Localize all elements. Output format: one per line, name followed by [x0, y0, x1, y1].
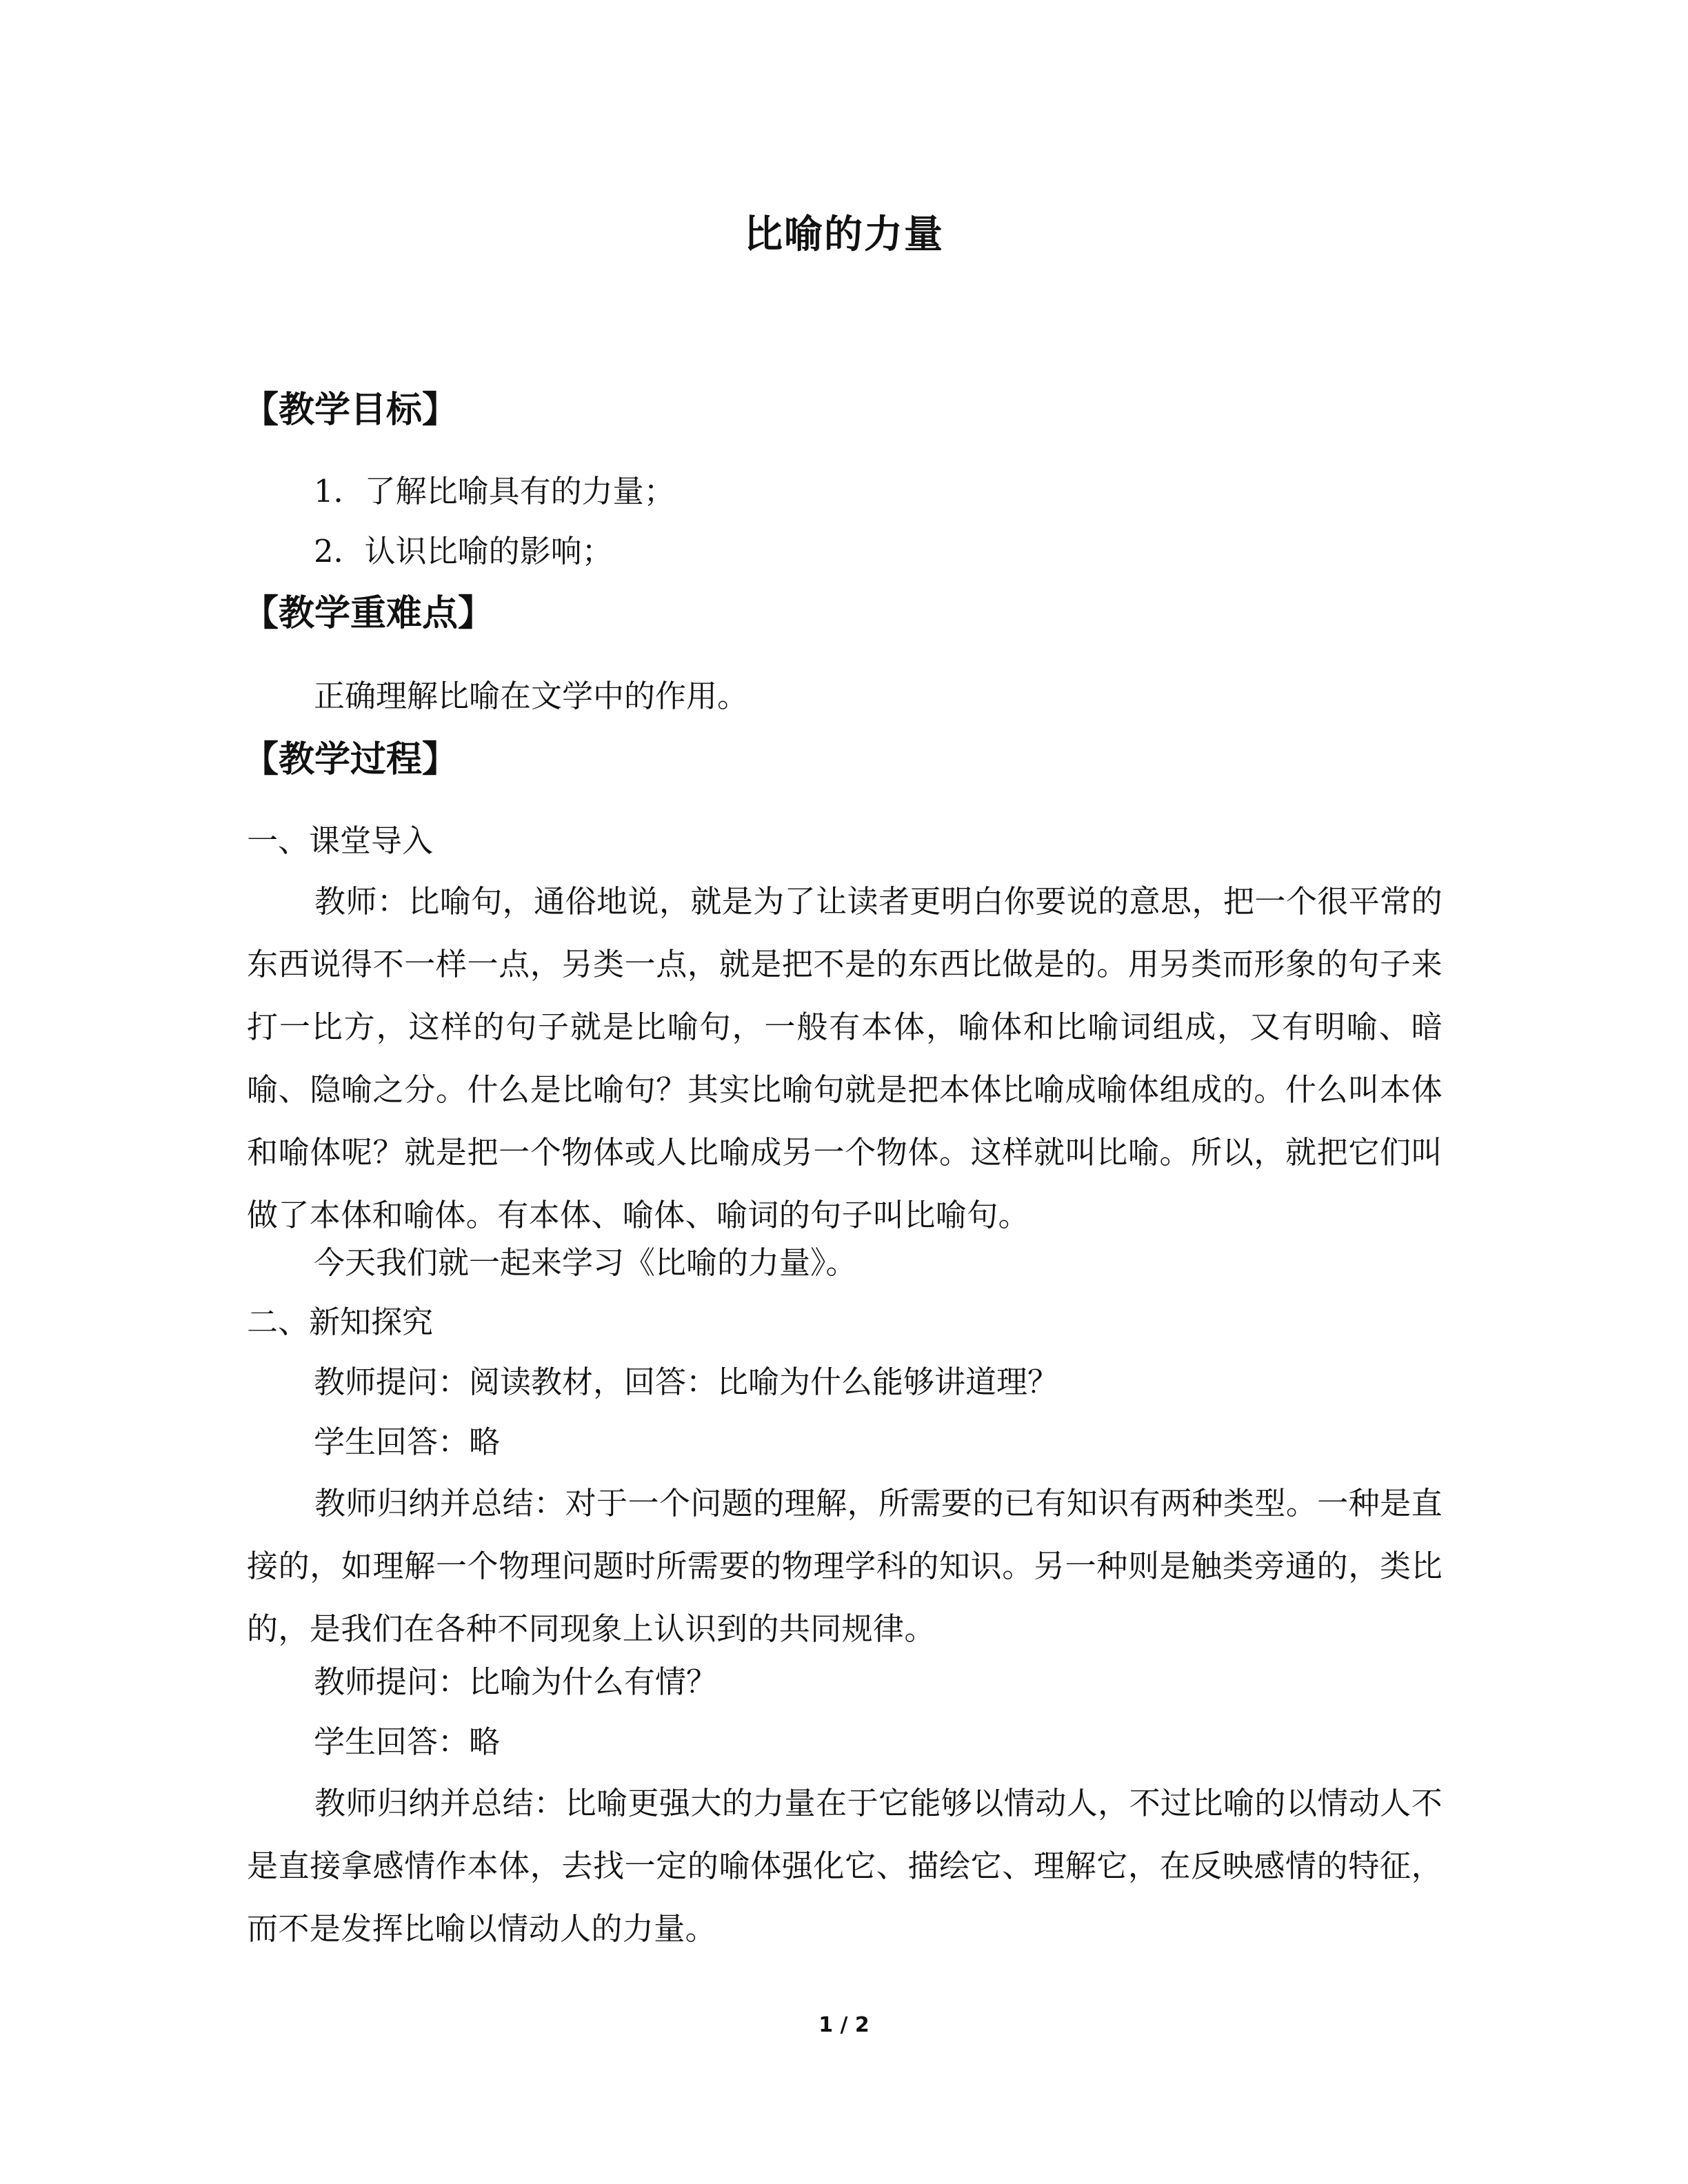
student-answer-1: 学生回答：略 — [314, 1424, 501, 1460]
part1-paragraph-1: 教师：比喻句，通俗地说，就是为了让读者更明白你要说的意思，把一个很平常的东西说得不一样一点，另类一点，就是把不是的东西比做是的。用另类而形象的句子来打一比方，这样的句子就是比喻句，一般有本体，喻体和比喻词组成，又有明喻、暗喻、隐喻之分。什么是比喻句？其实比喻句就是把本体比喻成喻体组成的。什么叫本体和喻体呢？就是把一个物体或人比喻成另一个物体。这样就叫比喻。所以，就把它们叫做了本体和喻体。有本体、喻体、喻词的句子叫比喻句。 — [247, 883, 1443, 1233]
section-heading-process: 【教学过程】 — [243, 738, 459, 780]
goal-item-1: 1．了解比喻具有的力量； — [314, 473, 675, 509]
teacher-question-1: 教师提问：阅读教材，回答：比喻为什么能够讲道理？ — [314, 1364, 1059, 1400]
goal-item-2: 2．认识比喻的影响； — [314, 533, 613, 569]
page-number: 1 / 2 — [818, 2013, 870, 2037]
part1-paragraph-2: 今天我们就一起来学习《比喻的力量》。 — [314, 1244, 857, 1281]
part1-title: 一、课堂导入 — [247, 822, 434, 859]
part2-title: 二、新知探究 — [247, 1304, 434, 1340]
section-heading-goals: 【教学目标】 — [243, 389, 459, 431]
teacher-summary-2: 教师归纳并总结：比喻更强大的力量在于它能够以情动人，不过比喻的以情动人不是直接拿感情作本体，去找一定的喻体强化它、描绘它、理解它，在反映感情的特征，而不是发挥比喻以情动人的力量。 — [247, 1785, 1443, 1947]
teacher-question-2: 教师提问：比喻为什么有情？ — [314, 1664, 718, 1700]
key-points-text: 正确理解比喻在文学中的作用。 — [314, 678, 749, 714]
student-answer-2: 学生回答：略 — [314, 1723, 501, 1760]
teacher-summary-1: 教师归纳并总结：对于一个问题的理解，所需要的已有知识有两种类型。一种是直接的，如理解一个物理问题时所需要的物理学科的知识。另一种则是触类旁通的，类比的，是我们在各种不同现象上认识到的共同规律。 — [247, 1485, 1443, 1647]
page-title: 比喻的力量 — [744, 212, 944, 257]
section-heading-key-points: 【教学重难点】 — [243, 592, 494, 634]
